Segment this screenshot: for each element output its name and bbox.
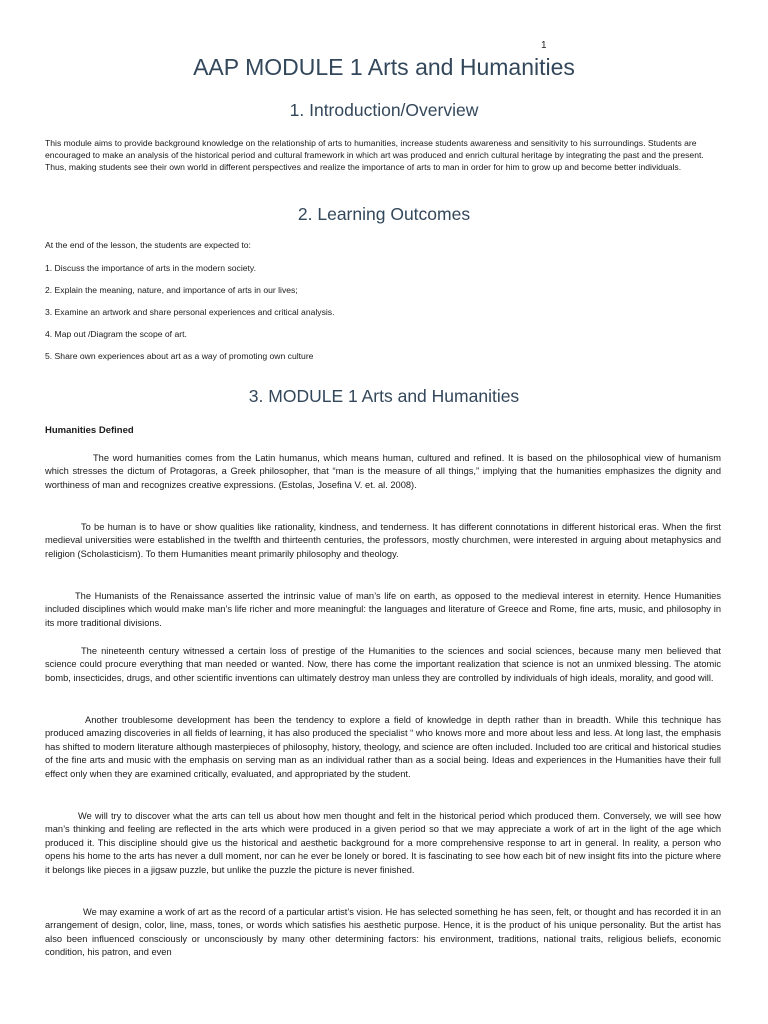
- outcome-item: 3. Examine an artwork and share personal experiences and critical analysis.: [45, 307, 335, 317]
- intro-heading: 1. Introduction/Overview: [289, 100, 479, 120]
- humanities-defined-subheading: Humanities Defined: [45, 425, 134, 436]
- outcomes-heading: 2. Learning Outcomes: [297, 204, 471, 224]
- module-paragraph: The Humanists of the Renaissance asserted the intrinsic value of man’s life on earth, as opposed to the medieval interest in eternity. Hence Humanities included disciplines which would make man’s life richer and more meaningful: the languages and literature of Greece and Rome, fine arts, music, and philosophy in its more traditional divisions.: [45, 591, 721, 628]
- outcome-item: 1. Discuss the importance of arts in the modern society.: [45, 263, 256, 273]
- outcome-item: 5. Share own experiences about art as a way of promoting own culture: [45, 351, 314, 361]
- outcome-item: 4. Map out /Diagram the scope of art.: [45, 329, 187, 339]
- module-paragraph: We will try to discover what the arts can tell us about how men thought and felt in the historical period which produced them. Conversely, we will see how man’s thinking and feeling are reflected in the arts which were produced in a given period so that we may appreciate a work of art in the light of the age which produced it. This discipline should give us the historical and aesthetic background for a more comprehensive response to art in general. In reality, a person who opens his home to the arts has never a dull moment, nor can he ever be lonely or bored. It is fascinating to see how each bit of new insight fits into the picture where it belongs like pieces in a jigsaw puzzle, but unlike the puzzle the picture is never finished.: [45, 811, 721, 875]
- document-title: AAP MODULE 1 Arts and Humanities: [193, 54, 575, 80]
- outcomes-intro: At the end of the lesson, the students are expected to:: [45, 240, 251, 250]
- module-paragraph: We may examine a work of art as the record of a particular artist’s vision. He has selected something he has seen, felt, or thought and has recorded it in an arrangement of design, color, line, mass, tones, or words which satisfies his aesthetic purpose. Hence, it is the product of his unique personality. But the artist has also been influenced consciously or unconsciously by many other determining factors: his environment, traditions, national traits, religious beliefs, economic condition, his patron, and even: [45, 907, 721, 958]
- module-paragraph: Another troublesome development has been the tendency to explore a field of knowledge in depth rather than in breadth. While this technique has produced amazing discoveries in all fields of learning, it has also produced the specialist “ who knows more and more about less and less. At long last, the emphasis has shifted to modern literature although masterpieces of philosophy, history, theology, and science are often included. Included too are critical and historical studies of the fine arts and music with the emphasis on serving man as an individual rather than as a social being. Ideas and experiences in the Humanities have their full effect only when they are examined critically, evaluated, and appropriated by the student.: [45, 715, 721, 779]
- page-number: 1: [541, 40, 547, 51]
- module-paragraph: To be human is to have or show qualities like rationality, kindness, and tenderness. It has different connotations in different historical eras. When the first medieval universities were established in the twelfth and thirteenth centuries, the professors, mostly churchmen, were interested in arguing about metaphysics and religion (Scholasticism). To them Humanities meant primarily philosophy and theology.: [45, 522, 721, 559]
- module-paragraph: The nineteenth century witnessed a certain loss of prestige of the Humanities to the sciences and social sciences, because many men believed that science could procure everything that man needed or wanted. Now, there has come the important realization that science is not an unmixed blessing. The atomic bomb, insecticides, drugs, and other scientific inventions can ultimately destroy man unless they are controlled by individuals of high ideals, morality, and good will.: [45, 646, 721, 683]
- intro-paragraph: This module aims to provide background knowledge on the relationship of arts to humanities, increase students awareness and sensitivity to his surroundings. Students are encouraged to make an analysis of the historical period and cultural framework in which art was produced and enrich cultural heritage by integrating the past and the present. Thus, making students see their own world in different perspectives and realize the importance of arts to man in order for him to grow up and become better individuals.: [45, 138, 704, 173]
- module-heading: 3. MODULE 1 Arts and Humanities: [248, 386, 520, 406]
- module-paragraph: The word humanities comes from the Latin humanus, which means human, cultured and refined. It is based on the philosophical view of humanism which stresses the dictum of Protagoras, a Greek philosopher, that “man is the measure of all things,” implying that the humanities emphasizes the dignity and worthiness of man and recognizes creative expressions. (Estolas, Josefina V. et. al. 2008).: [45, 453, 721, 490]
- outcome-item: 2. Explain the meaning, nature, and importance of arts in our lives;: [45, 285, 298, 295]
